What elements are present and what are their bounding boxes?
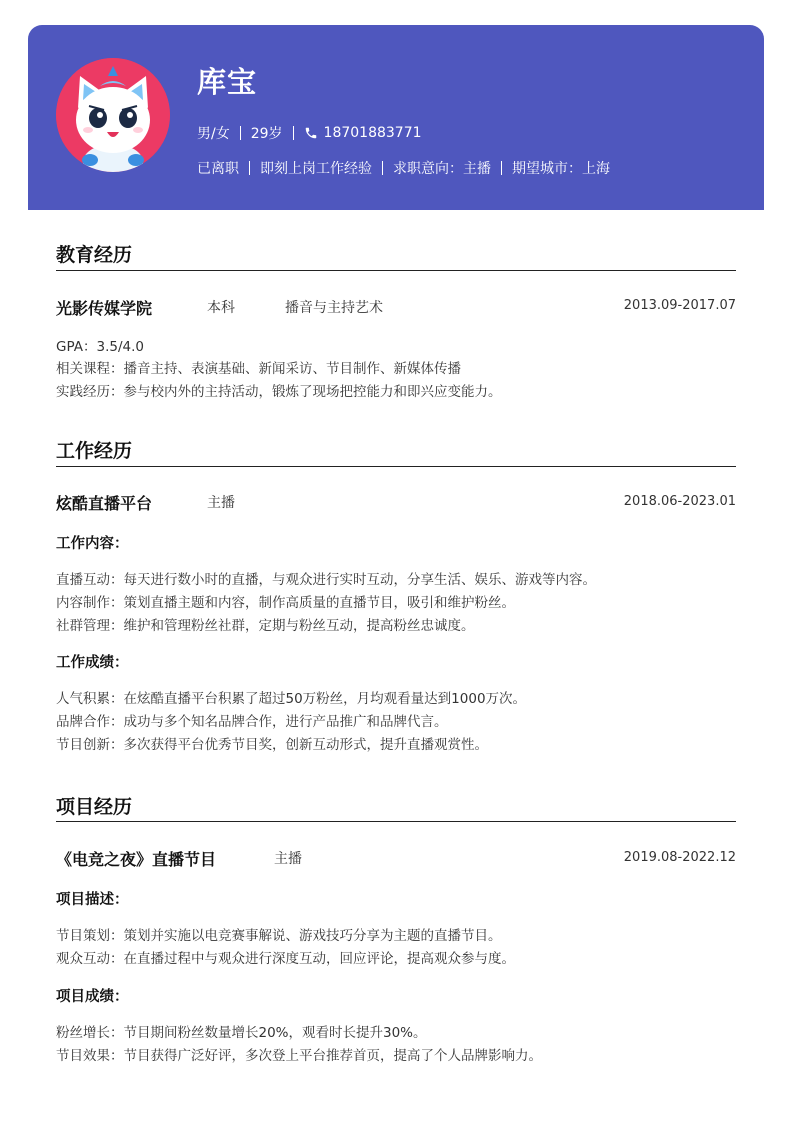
resume-header	[28, 25, 764, 210]
work-result-line: 人气积累：在炫酷直播平台积累了超过50万粉丝，月均观看量达到1000万次。	[56, 691, 527, 707]
subsection-title: 项目描述：	[56, 892, 129, 908]
work-section	[56, 436, 736, 753]
avatar	[56, 58, 170, 172]
major-text: 播音与主持艺术	[285, 300, 383, 316]
status-text: 已离职	[197, 161, 239, 177]
phone-icon	[304, 126, 318, 140]
date-range: 2018.06-2023.01	[623, 494, 736, 509]
role-text: 主播	[207, 495, 235, 511]
company-name: 炫酷直播平台	[56, 494, 153, 513]
basic-info-line	[197, 123, 422, 143]
date-range: 2019.08-2022.12	[623, 850, 736, 865]
work-entry	[56, 491, 736, 513]
work-result-line: 品牌合作：成功与多个知名品牌合作，进行产品推广和品牌代言。	[56, 714, 448, 730]
intention-text: 求职意向：主播	[393, 161, 491, 177]
role-text: 主播	[274, 851, 302, 867]
subsection-title: 工作内容：	[56, 536, 129, 552]
education-section	[56, 240, 736, 400]
city-text: 期望城市：上海	[512, 161, 610, 177]
section-title: 教育经历	[56, 244, 133, 266]
section-divider	[56, 466, 736, 467]
work-content-line: 内容制作：策划直播主题和内容，制作高质量的直播节目，吸引和维护粉丝。	[56, 595, 515, 611]
age-text: 29岁	[250, 126, 283, 142]
project-entry	[56, 847, 736, 869]
subsection-title: 项目成绩：	[56, 989, 129, 1005]
phone-number[interactable]: 18701883771	[323, 125, 422, 141]
project-result-line: 节目效果：节目获得广泛好评，多次登上平台推荐首页，提高了个人品牌影响力。	[56, 1048, 542, 1064]
section-divider	[56, 821, 736, 822]
divider	[293, 126, 294, 140]
education-line: GPA：3.5/4.0	[56, 339, 144, 355]
project-desc-line: 观众互动：在直播过程中与观众进行深度互动，回应评论，提高观众参与度。	[56, 951, 515, 967]
gender-text: 男/女	[197, 126, 230, 142]
subsection-title: 工作成绩：	[56, 655, 129, 671]
work-content-line: 社群管理：维护和管理粉丝社群，定期与粉丝互动，提高粉丝忠诚度。	[56, 618, 475, 634]
education-entry	[56, 296, 736, 318]
project-result-line: 粉丝增长：节目期间粉丝数量增长20%，观看时长提升30%。	[56, 1025, 427, 1041]
divider	[382, 161, 383, 175]
project-section	[56, 792, 736, 1064]
work-result-line: 节目创新：多次获得平台优秀节目奖，创新互动形式，提升直播观赏性。	[56, 737, 488, 753]
education-line: 实践经历：参与校内外的主持活动，锻炼了现场把控能力和即兴应变能力。	[56, 384, 502, 400]
divider	[249, 161, 250, 175]
project-desc-line: 节目策划：策划并实施以电竞赛事解说、游戏技巧分享为主题的直播节目。	[56, 928, 502, 944]
job-info-line	[197, 158, 610, 178]
divider	[240, 126, 241, 140]
project-name: 《电竞之夜》直播节目	[56, 850, 217, 869]
divider	[501, 161, 502, 175]
work-content-line: 直播互动：每天进行数小时的直播，与观众进行实时互动，分享生活、娱乐、游戏等内容。	[56, 572, 596, 588]
education-line: 相关课程：播音主持、表演基础、新闻采访、节目制作、新媒体传播	[56, 361, 461, 377]
degree-text: 本科	[207, 300, 235, 316]
school-name: 光影传媒学院	[56, 299, 153, 318]
mascot-cat-icon	[56, 58, 170, 172]
section-title: 项目经历	[56, 796, 133, 818]
section-title: 工作经历	[56, 440, 133, 462]
date-range: 2013.09-2017.07	[623, 298, 736, 313]
section-divider	[56, 270, 736, 271]
candidate-name: 库宝	[197, 65, 258, 99]
availability-text: 即刻上岗工作经验	[260, 161, 372, 177]
